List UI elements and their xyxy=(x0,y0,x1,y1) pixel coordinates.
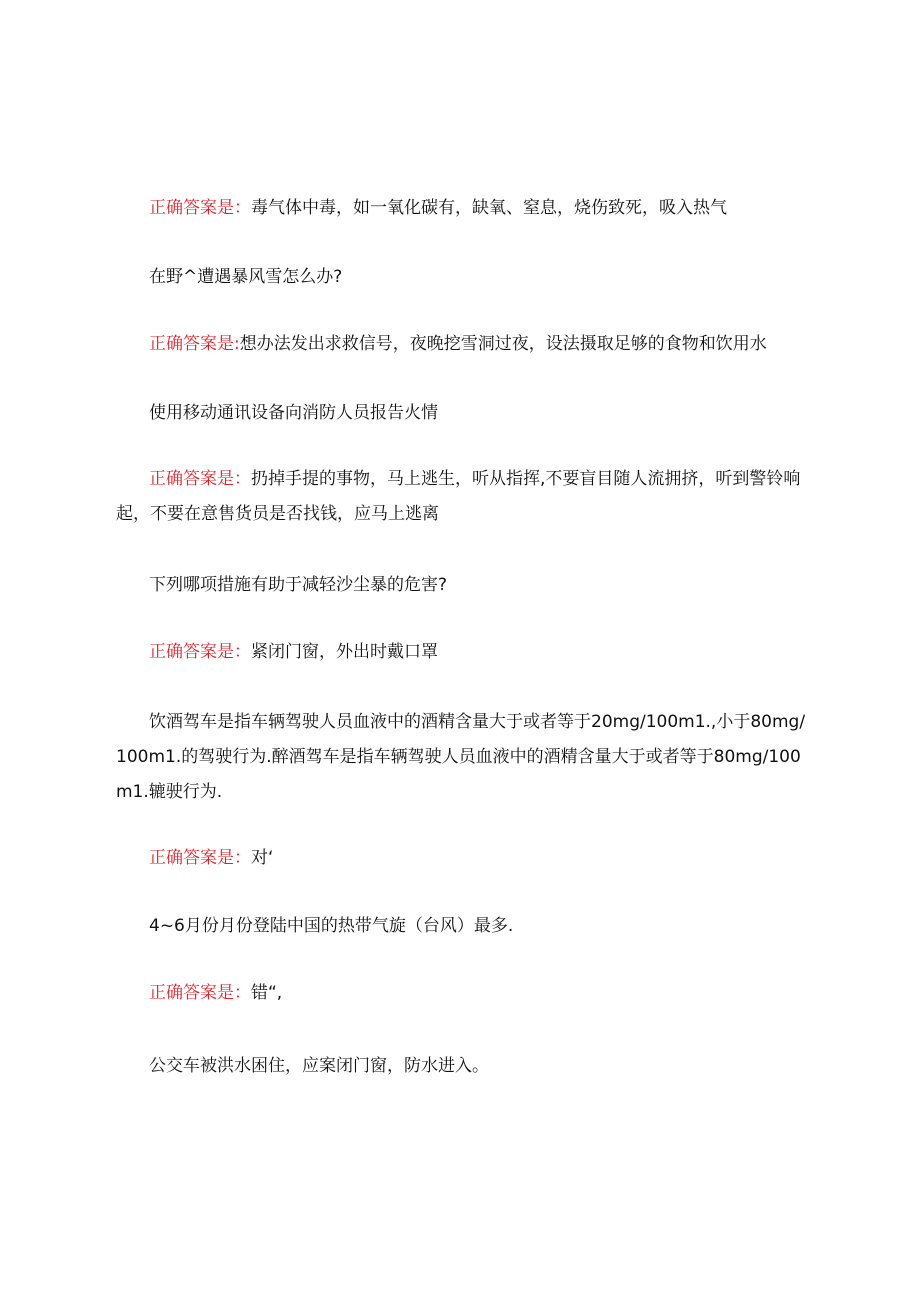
answer-text: 想办法发出求救信号，夜晚挖雪洞过夜，设法摄取足够的食物和饮用水 xyxy=(239,334,767,354)
answer-6 xyxy=(116,976,806,1011)
answer-text: 对‘ xyxy=(251,848,274,868)
answer-1 xyxy=(116,191,806,226)
answer-label: 正确答案是： xyxy=(149,642,251,662)
question-2: 在野^遭遇暴风雪怎么办? xyxy=(149,267,343,287)
question-7: 公交车被洪水困住，应案闭门窗，防水进入。 xyxy=(149,1056,489,1076)
answer-label: 正确答案是: xyxy=(149,334,240,354)
answer-text: 错“, xyxy=(251,983,283,1003)
answer-label: 正确答案是： xyxy=(149,983,251,1003)
answer-label: 正确答案是： xyxy=(149,198,251,218)
question-5: 饮酒驾车是指车辆驾驶人员血液中的酒精含量大于或者等于20mg∕100m1.,小于80mg∕100m1.的驾驶行为.醉酒驾车是指车辆驾驶人员血液中的酒精含量大于或者等于80mg∕100m1.辘驶行为. xyxy=(116,712,806,802)
answer-label: 正确答案是： xyxy=(149,848,251,868)
answer-2 xyxy=(116,327,806,362)
question-6: 4~6月份月份登陆中国的热带气旋（台风）最多. xyxy=(149,916,514,936)
answer-text: 扔掉手提的事物，马上逃生，听从指挥,不要盲目随人流拥挤，听到警铃响起，不要在意售货员是否找钱，应马上逃离 xyxy=(116,469,801,524)
question-4: 下列哪项措施有助于减轻沙尘暴的危害? xyxy=(149,575,448,595)
answer-4 xyxy=(116,635,806,670)
answer-3 xyxy=(116,462,806,532)
answer-text: 紧闭门窗，外出时戴口罩 xyxy=(251,642,438,662)
answer-label: 正确答案是： xyxy=(149,469,251,489)
answer-5 xyxy=(116,841,806,876)
answer-text: 毒气体中毒，如一氧化碳有，缺氧、窒息，烧伤致死，吸入热气 xyxy=(251,198,727,218)
question-3: 使用移动通讯设备向消防人员报告火情 xyxy=(149,403,438,423)
